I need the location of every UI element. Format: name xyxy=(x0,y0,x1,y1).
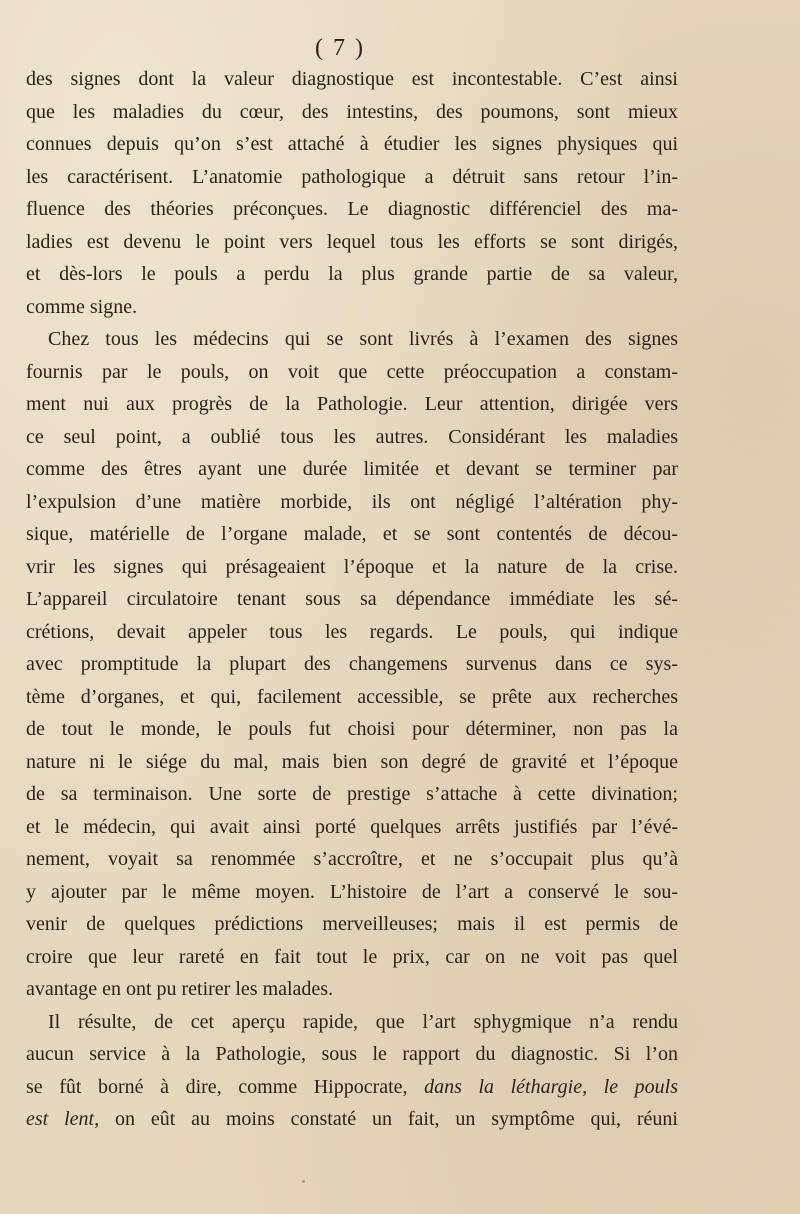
text-line: aucun service à la Pathologie, sous le rapport du diagnostic. Si l’on xyxy=(26,1043,678,1065)
text-line: avantage en ont pu retirer les malades. xyxy=(26,978,334,1000)
text-line: crétions, devait appeler tous les regards. Le pouls, qui indique xyxy=(26,620,678,643)
text-line: comme signe. xyxy=(26,295,138,318)
paper-speck xyxy=(211,270,213,272)
text-line: ladies est devenu le point vers lequel tous les efforts se sont dirigés, xyxy=(26,230,678,253)
italic-quote: dans la léthargie, le pouls xyxy=(424,1075,678,1098)
text-line: nature ni le siége du mal, mais bien son degré de gravité et l’époque xyxy=(26,750,678,773)
text-segment: on eût au moins constaté un fait, un symptôme qui, réuni xyxy=(99,1108,678,1130)
text-line: venir de quelques prédictions merveilleuses; mais il est permis de xyxy=(26,913,678,935)
text-line: vrir les signes qui présageaient l’époque et la nature de la crise. xyxy=(26,555,678,578)
text-line: nement, voyait sa renommée s’accroître, et ne s’occupait plus qu’à xyxy=(26,848,678,870)
text-line: les caractérisent. L’anatomie pathologique a détruit sans retour l’in- xyxy=(26,165,678,188)
text-segment: se fût borné à dire, comme Hippocrate, xyxy=(26,1075,425,1098)
text-line: que les maladies du cœur, des intestins, des poumons, sont mieux xyxy=(26,100,678,123)
text-line xyxy=(26,1103,678,1136)
text-line: de sa terminaison. Une sorte de prestige s’attache à cette divination; xyxy=(26,783,678,805)
body-text xyxy=(26,63,678,1136)
text-line: L’appareil circulatoire tenant sous sa dépendance immédiate les sé- xyxy=(26,588,678,610)
paper-speck xyxy=(302,1180,305,1183)
text-line: l’expulsion d’une matière morbide, ils ont négligé l’altération phy- xyxy=(26,490,678,513)
text-line: y ajouter par le même moyen. L’histoire de l’art a conservé le sou- xyxy=(26,880,678,903)
page-number: ( 7 ) xyxy=(315,35,365,61)
text-line: fournis par le pouls, on voit que cette préoccupation a constam- xyxy=(26,360,678,383)
text-line: et le médecin, qui avait ainsi porté quelques arrêts justifiés par l’évé- xyxy=(26,815,678,838)
text-line: ment nui aux progrès de la Pathologie. Leur attention, dirigée vers xyxy=(26,393,678,415)
text-line: connues depuis qu’on s’est attaché à étudier les signes physiques qui xyxy=(26,133,678,155)
text-line: fluence des théories préconçues. Le diagnostic différenciel des ma- xyxy=(26,198,678,220)
text-line: avec promptitude la plupart des changemens survenus dans ce sys- xyxy=(26,653,678,675)
text-line: ce seul point, a oublié tous les autres. Considérant les maladies xyxy=(26,425,678,448)
text-line: Il résulte, de cet aperçu rapide, que l’art sphygmique n’a rendu xyxy=(48,1010,678,1033)
italic-quote: est lent, xyxy=(26,1108,100,1130)
text-line: comme des êtres ayant une durée limitée et devant se terminer par xyxy=(26,458,678,480)
text-line xyxy=(26,1071,678,1104)
text-line: tème d’organes, et qui, facilement accessible, se prête aux recherches xyxy=(26,685,678,708)
text-line: croire que leur rareté en fait tout le prix, car on ne voit pas quel xyxy=(26,945,678,968)
text-line: sique, matérielle de l’organe malade, et se sont contentés de décou- xyxy=(26,523,678,545)
text-line: et dès-lors le pouls a perdu la plus grande partie de sa valeur, xyxy=(26,263,678,285)
text-line: des signes dont la valeur diagnostique est incontestable. C’est ainsi xyxy=(26,68,678,90)
text-line: de tout le monde, le pouls fut choisi pour déterminer, non pas la xyxy=(26,718,678,740)
text-line: Chez tous les médecins qui se sont livrés à l’examen des signes xyxy=(48,328,678,350)
